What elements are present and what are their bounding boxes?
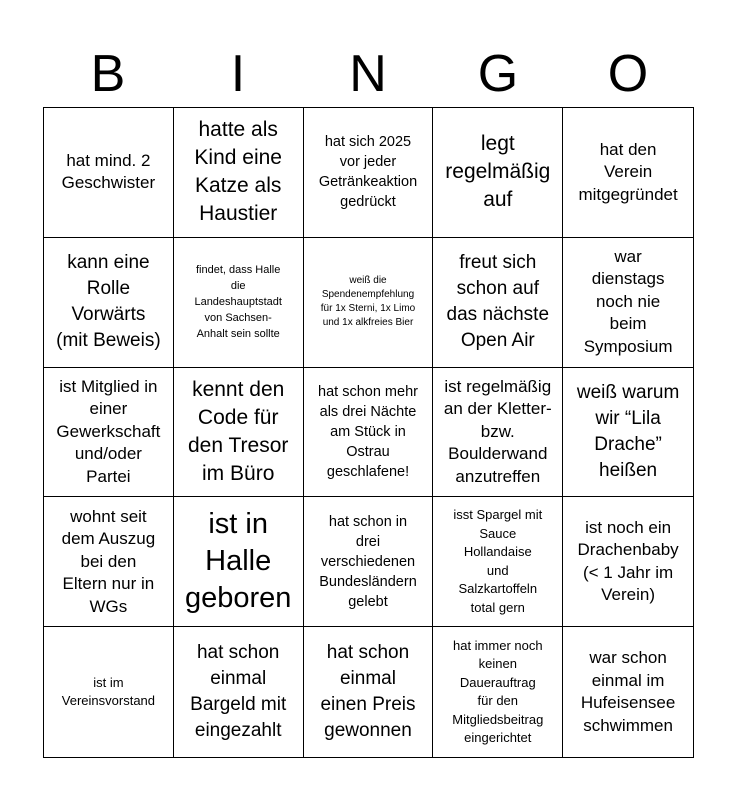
bingo-cell-r4c1[interactable]	[44, 497, 174, 627]
cell-text: ist Mitglied in einer Gewerkschaft und/oder Partei	[56, 376, 161, 486]
cell-text: war schon einmal im Hufeisensee schwimmen	[580, 648, 676, 735]
cell-text: ist regelmäßig an der Kletter- bzw. Boulderwand anzutreffen	[443, 376, 552, 486]
bingo-cell-r3c4[interactable]	[433, 368, 563, 498]
cell-text: isst Spargel mit Sauce Hollandaise und Salzkartoffeln total gern	[453, 507, 543, 615]
bingo-cell-r1c3[interactable]	[304, 108, 434, 238]
cell-text: hat sich 2025 vor jeder Getränkeaktion gedrückt	[318, 134, 418, 211]
cell-text: kann eine Rolle Vorwärts (mit Beweis)	[56, 252, 161, 352]
bingo-cell-r1c1[interactable]	[44, 108, 174, 238]
bingo-cell-r2c3[interactable]	[304, 238, 434, 368]
cell-text: weiß die Spendenempfehlung für 1x Sterni, 1x Limo und 1x alkfreies Bier	[320, 275, 416, 329]
cell-text: hat schon mehr als drei Nächte am Stück in Ostrau geschlafene!	[318, 383, 418, 480]
cell-text: hat schon in drei verschiedenen Bundesländern gelebt	[319, 513, 417, 610]
cell-text: hat schon einmal Bargeld mit eingezahlt	[190, 642, 287, 742]
bingo-cell-r1c5[interactable]	[563, 108, 693, 238]
bingo-cell-r2c4[interactable]	[433, 238, 563, 368]
bingo-cell-r4c2[interactable]	[174, 497, 304, 627]
bingo-cell-r2c2[interactable]	[174, 238, 304, 368]
cell-text: weiß warum wir “Lila Drache” heißen	[576, 381, 680, 481]
bingo-cell-r5c4[interactable]	[433, 627, 563, 757]
bingo-cell-r2c1[interactable]	[44, 238, 174, 368]
bingo-cell-r3c2[interactable]	[174, 368, 304, 498]
bingo-cell-r5c5[interactable]	[563, 627, 693, 757]
cell-text: ist im Vereinsvorstand	[61, 674, 156, 709]
cell-text: legt regelmäßig auf	[445, 132, 551, 212]
cell-text: findet, dass Halle die Landeshauptstadt von Sachsen- Anhalt sein sollte	[194, 264, 282, 341]
cell-text: ist in Halle geboren	[184, 508, 292, 615]
cell-text: hat schon einmal einen Preis gewonnen	[320, 642, 416, 742]
cell-text: hat mind. 2 Geschwister	[61, 150, 156, 193]
header-letter-b: B	[90, 45, 126, 103]
bingo-header	[43, 40, 693, 108]
header-letter-o: O	[607, 45, 649, 103]
bingo-cell-r3c5[interactable]	[563, 368, 693, 498]
header-letter-g: G	[477, 45, 519, 103]
cell-text: freut sich schon auf das nächste Open Air	[446, 252, 550, 352]
bingo-cell-r5c3[interactable]	[304, 627, 434, 757]
header-letter-i: I	[230, 45, 246, 103]
cell-text: hat den Verein mitgegründet	[578, 139, 678, 204]
cell-text: hat immer noch keinen Dauerauftrag für den Mitgliedsbeitrag eingerichtet	[452, 637, 544, 746]
bingo-cell-r1c4[interactable]	[433, 108, 563, 238]
bingo-cell-r4c5[interactable]	[563, 497, 693, 627]
cell-text: war dienstags noch nie beim Symposium	[583, 246, 673, 356]
bingo-cell-r4c4[interactable]	[433, 497, 563, 627]
bingo-cell-r3c3[interactable]	[304, 368, 434, 498]
cell-text: ist noch ein Drachenbaby (< 1 Jahr im Verein)	[577, 517, 679, 605]
cell-text: wohnt seit dem Auszug bei den Eltern nur in WGs	[61, 506, 156, 616]
cell-text: kennt den Code für den Tresor im Büro	[188, 377, 289, 485]
bingo-cell-r5c1[interactable]	[44, 627, 174, 757]
bingo-grid	[43, 107, 694, 758]
bingo-cell-r4c3[interactable]	[304, 497, 434, 627]
bingo-cell-r5c2[interactable]	[174, 627, 304, 757]
cell-text: hatte als Kind eine Katze als Haustier	[194, 118, 282, 226]
bingo-cell-r3c1[interactable]	[44, 368, 174, 498]
bingo-cell-r1c2[interactable]	[174, 108, 304, 238]
bingo-cell-r2c5[interactable]	[563, 238, 693, 368]
header-letter-n: N	[349, 45, 387, 103]
